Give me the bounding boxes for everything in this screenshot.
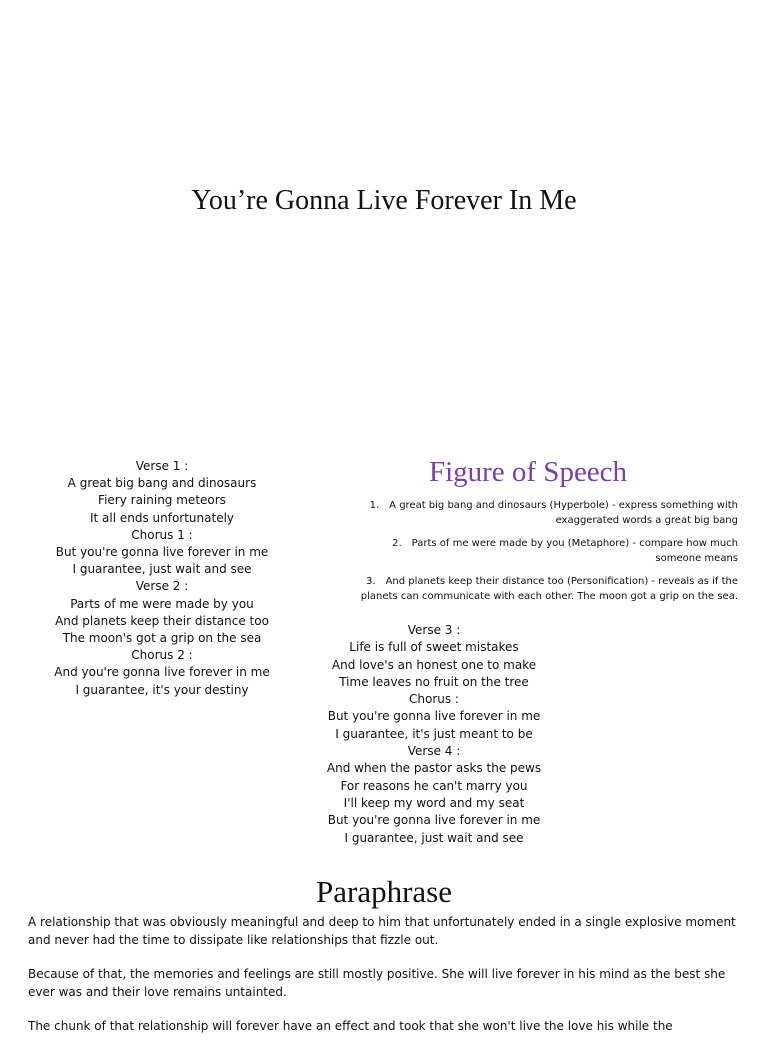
lyric-line: But you're gonna live forever in me [327, 813, 541, 828]
figure-number: 3. [366, 576, 376, 587]
lyric-line: And when the pastor asks the pews [326, 761, 542, 776]
lyric-line: I guarantee, it's just meant to be [335, 726, 533, 741]
lyrics-left [42, 458, 282, 699]
lyric-line: Time leaves no fruit on the tree [339, 674, 529, 689]
lyric-line: Chorus : [409, 692, 459, 707]
figure-text-continued: planets can communicate with each other. The moon got a grip on the sea. [360, 590, 738, 602]
figure-item [346, 537, 738, 566]
lyric-line: Life is full of sweet mistakes [349, 640, 519, 655]
lyric-line: The moon's got a grip on the sea [62, 631, 262, 646]
figure-text-continued: someone means [655, 552, 738, 564]
lyric-line: Verse 1 : [135, 459, 189, 473]
lyric-line: Fiery raining meteors [98, 493, 226, 508]
lyric-line: And planets keep their distance too [55, 613, 269, 628]
paragraph: A relationship that was obviously meaningful and deep to him that unfortunately ended in a single explosive moment and never had the time to dissipate like relationships that fizzle out. [28, 915, 736, 947]
lyric-line: I guarantee, it's your destiny [75, 682, 249, 697]
lyric-line: I'll keep my word and my seat [343, 795, 525, 810]
figure-item [346, 575, 738, 604]
figure-of-speech-title: Figure of Speech [428, 456, 628, 488]
lyric-line: It all ends unfortunately [89, 510, 235, 525]
figure-number: 1. [369, 500, 380, 511]
paragraph: The chunk of that relationship will forever have an effect and took that she won't live the love his while the [28, 1019, 673, 1033]
lyric-line: Verse 3 : [407, 623, 461, 637]
lyric-line: And love's an honest one to make [331, 657, 537, 672]
figure-text: Parts of me were made by you (Metaphore) - compare how much [411, 538, 738, 549]
figure-text-continued: exaggerated words a great big bang [555, 514, 738, 526]
lyric-line: For reasons he can't marry you [340, 778, 528, 793]
figure-number: 2. [392, 538, 402, 549]
lyrics-mid [302, 622, 566, 847]
paragraph: Because of that, the memories and feelings are still mostly positive. She will live forever in his mind as the best she ever was and their love remains untainted. [28, 967, 726, 999]
lyric-line: Chorus 2 : [131, 648, 193, 663]
lyric-line: A great big bang and dinosaurs [67, 476, 257, 491]
lyric-line: Chorus 1 : [131, 527, 193, 542]
figure-text: A great big bang and dinosaurs (Hyperbole) - express something with [389, 500, 738, 511]
lyric-line: I guarantee, just wait and see [72, 562, 252, 577]
figure-text: And planets keep their distance too (Personification) - reveals as if the [385, 576, 738, 587]
lyric-line: And you're gonna live forever in me [54, 665, 270, 680]
lyric-line: I guarantee, just wait and see [344, 830, 524, 845]
lyric-line: But you're gonna live forever in me [55, 545, 269, 560]
lyric-line: Verse 2 : [135, 579, 189, 594]
lyric-line: But you're gonna live forever in me [327, 709, 541, 724]
slide-title: You’re Gonna Live Forever In Me [191, 185, 577, 216]
paraphrase-title: Paraphrase [316, 874, 452, 909]
lyric-line: Parts of me were made by you [70, 596, 254, 611]
lyric-line: Verse 4 : [407, 744, 461, 759]
figure-item [346, 499, 738, 528]
paraphrase-body [28, 914, 748, 1053]
figure-list [346, 499, 738, 613]
